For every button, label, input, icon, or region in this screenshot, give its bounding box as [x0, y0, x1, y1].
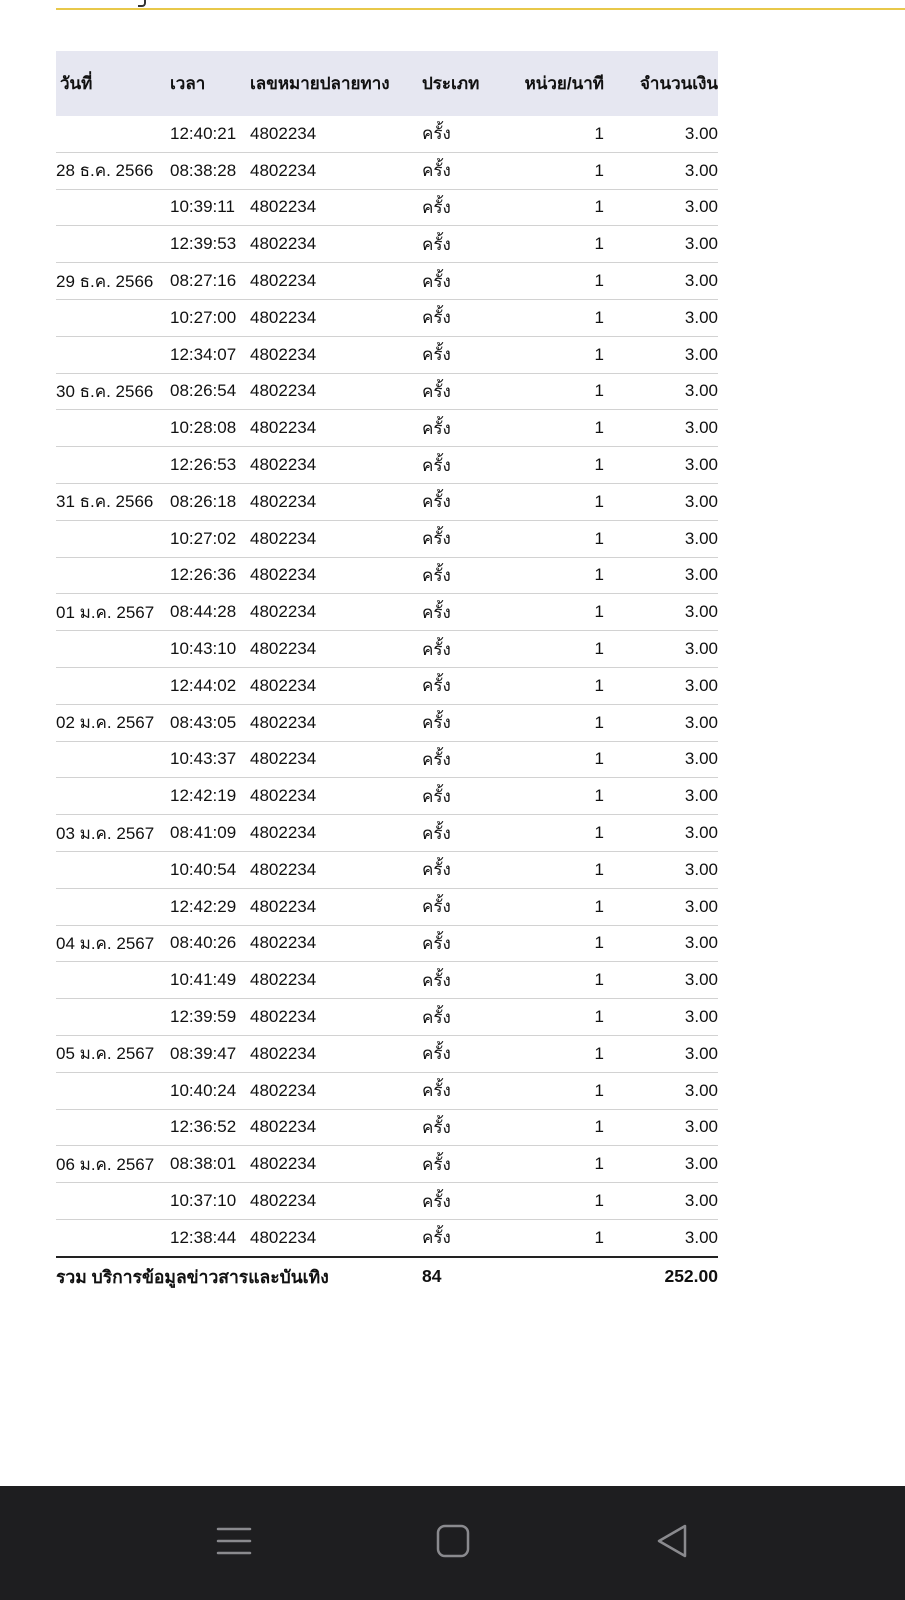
table-row	[56, 999, 718, 1036]
cell-destination: 4802234	[250, 1154, 317, 1174]
cell-unit: 1	[594, 307, 604, 327]
header-unit: หน่วย/นาที	[524, 74, 604, 93]
cell-type: ครั้ง	[422, 1191, 451, 1211]
table-row	[56, 300, 718, 337]
cell-time: 12:42:19	[170, 786, 237, 806]
cell-destination: 4802234	[250, 1007, 317, 1027]
table-row	[56, 926, 718, 963]
table-row	[56, 447, 718, 484]
cell-type: ครั้ง	[422, 197, 451, 217]
cell-unit: 1	[594, 1227, 604, 1247]
table-row	[56, 521, 718, 558]
cell-date: 29 ธ.ค. 2566	[56, 271, 154, 291]
cell-type: ครั้ง	[422, 492, 451, 512]
cell-unit: 1	[594, 271, 604, 291]
cell-type: ครั้ง	[422, 308, 451, 328]
table-row	[56, 190, 718, 227]
cell-destination: 4802234	[250, 491, 317, 511]
cell-unit: 1	[594, 712, 604, 732]
cell-time: 12:44:02	[170, 675, 237, 695]
cell-destination: 4802234	[250, 1191, 317, 1210]
header-amount: จำนวนเงิน	[639, 74, 718, 93]
cell-unit: 1	[594, 381, 604, 401]
cell-type: ครั้ง	[422, 860, 451, 880]
android-navigation-bar	[0, 1486, 905, 1600]
cell-destination: 4802234	[250, 1117, 317, 1137]
cell-time: 12:42:29	[170, 896, 237, 916]
cell-amount: 3.00	[684, 381, 718, 401]
cell-type: ครั้ง	[422, 1154, 451, 1174]
cell-unit: 1	[594, 786, 604, 806]
cell-destination: 4802234	[250, 823, 317, 843]
cell-type: ครั้ง	[422, 713, 451, 733]
cell-time: 12:26:36	[170, 565, 237, 585]
cell-date: 03 ม.ค. 2567	[56, 823, 155, 843]
table-row	[56, 484, 718, 521]
cell-type: ครั้ง	[422, 786, 451, 806]
cell-destination: 4802234	[250, 749, 317, 769]
cell-type: ครั้ง	[422, 970, 451, 990]
cell-amount: 3.00	[684, 1080, 718, 1100]
cell-amount: 3.00	[684, 896, 718, 916]
back-button[interactable]	[637, 1508, 707, 1574]
cell-amount: 3.00	[684, 197, 718, 217]
cell-type: ครั้ง	[422, 161, 451, 181]
cell-unit: 1	[594, 639, 604, 659]
cell-unit: 1	[594, 933, 604, 953]
cell-unit: 1	[594, 160, 604, 180]
cell-amount: 3.00	[684, 675, 718, 695]
table-row	[56, 153, 718, 190]
cell-time: 12:36:52	[170, 1117, 237, 1137]
recent-apps-button[interactable]	[199, 1508, 269, 1574]
cell-date: 06 ม.ค. 2567	[56, 1154, 155, 1174]
table-row	[56, 778, 718, 815]
header-type: ประเภท	[422, 74, 480, 93]
cell-type: ครั้ง	[422, 271, 451, 291]
table-row	[56, 852, 718, 889]
cell-unit: 1	[594, 565, 604, 585]
cell-amount: 3.00	[684, 565, 718, 585]
cell-destination: 4802234	[250, 344, 317, 364]
cell-date: 04 ม.ค. 2567	[56, 933, 155, 953]
cell-amount: 3.00	[684, 123, 718, 143]
cell-unit: 1	[594, 896, 604, 916]
table-total-row	[56, 1256, 718, 1296]
clipped-heading-glyph	[138, 0, 146, 7]
cell-time: 12:26:53	[170, 455, 237, 475]
cell-destination: 4802234	[250, 123, 317, 143]
cell-time: 10:27:02	[170, 528, 237, 548]
cell-destination: 4802234	[250, 933, 317, 953]
cell-date: 01 ม.ค. 2567	[56, 602, 155, 622]
cell-destination: 4802234	[250, 786, 317, 806]
table-row	[56, 668, 718, 705]
table-row	[56, 410, 718, 447]
cell-time: 08:26:54	[170, 381, 237, 401]
table-header	[56, 51, 718, 116]
table-row	[56, 1183, 718, 1220]
cell-amount: 3.00	[684, 234, 718, 254]
cell-time: 10:39:11	[170, 197, 235, 217]
table-row	[56, 558, 718, 595]
cell-unit: 1	[594, 455, 604, 475]
cell-unit: 1	[594, 1080, 604, 1100]
cell-amount: 3.00	[684, 786, 718, 806]
table-row	[56, 1220, 718, 1257]
total-label: รวม บริการข้อมูลข่าวสารและบันเทิง	[56, 1266, 329, 1287]
back-icon	[652, 1521, 692, 1561]
table-row	[56, 226, 718, 263]
cell-unit: 1	[594, 418, 604, 438]
cell-unit: 1	[594, 197, 604, 217]
table-row	[56, 815, 718, 852]
cell-amount: 3.00	[684, 970, 718, 990]
cell-time: 12:40:21	[170, 123, 237, 143]
cell-type: ครั้ง	[422, 381, 451, 401]
table-row	[56, 263, 718, 300]
cell-type: ครั้ง	[422, 418, 451, 438]
cell-amount: 3.00	[684, 1043, 718, 1063]
cell-time: 12:39:59	[170, 1007, 237, 1027]
cell-unit: 1	[594, 1043, 604, 1063]
cell-time: 12:38:44	[170, 1227, 237, 1247]
cell-time: 08:26:18	[170, 491, 237, 511]
cell-type: ครั้ง	[422, 676, 451, 696]
home-icon	[433, 1521, 473, 1561]
cell-amount: 3.00	[684, 639, 718, 659]
cell-time: 10:37:10	[170, 1191, 237, 1210]
cell-destination: 4802234	[250, 859, 317, 879]
cell-type: ครั้ง	[422, 823, 451, 843]
cell-amount: 3.00	[684, 859, 718, 879]
cell-destination: 4802234	[250, 1080, 317, 1100]
cell-type: ครั้ง	[422, 602, 451, 622]
cell-amount: 3.00	[684, 455, 718, 475]
cell-unit: 1	[594, 491, 604, 511]
recent-apps-icon	[214, 1521, 254, 1561]
cell-date: 02 ม.ค. 2567	[56, 713, 155, 733]
table-body	[56, 116, 718, 1257]
cell-destination: 4802234	[250, 639, 317, 659]
table-row	[56, 631, 718, 668]
table-row	[56, 337, 718, 374]
cell-amount: 3.00	[684, 602, 718, 622]
cell-amount: 3.00	[684, 1007, 718, 1027]
table-row	[56, 1073, 718, 1110]
table-row	[56, 889, 718, 926]
cell-destination: 4802234	[250, 565, 317, 585]
cell-time: 12:39:53	[170, 234, 237, 254]
cell-time: 10:43:10	[170, 639, 237, 659]
cell-type: ครั้ง	[422, 345, 451, 365]
cell-type: ครั้ง	[422, 1007, 451, 1027]
table-row	[56, 705, 718, 742]
table-row	[56, 962, 718, 999]
cell-time: 08:40:26	[170, 933, 237, 953]
cell-amount: 3.00	[684, 823, 718, 843]
cell-type: ครั้ง	[422, 933, 451, 953]
cell-time: 08:38:01	[170, 1154, 237, 1174]
cell-destination: 4802234	[250, 712, 317, 732]
cell-destination: 4802234	[250, 271, 317, 291]
cell-destination: 4802234	[250, 896, 317, 916]
cell-unit: 1	[594, 234, 604, 254]
cell-unit: 1	[594, 823, 604, 843]
cell-time: 08:39:47	[170, 1043, 237, 1063]
cell-unit: 1	[594, 528, 604, 548]
cell-type: ครั้ง	[422, 234, 451, 254]
cell-time: 10:28:08	[170, 418, 237, 438]
cell-unit: 1	[594, 749, 604, 769]
cell-time: 08:41:09	[170, 823, 237, 843]
cell-unit: 1	[594, 1154, 604, 1174]
cell-amount: 3.00	[684, 712, 718, 732]
cell-type: ครั้ง	[422, 1228, 451, 1248]
cell-type: ครั้ง	[422, 455, 451, 475]
cell-destination: 4802234	[250, 455, 317, 475]
header-time: เวลา	[170, 74, 206, 93]
cell-amount: 3.00	[684, 160, 718, 180]
cell-unit: 1	[594, 859, 604, 879]
cell-destination: 4802234	[250, 197, 317, 217]
cell-amount: 3.00	[684, 749, 718, 769]
cell-date: 05 ม.ค. 2567	[56, 1044, 155, 1064]
cell-time: 10:40:24	[170, 1080, 237, 1100]
table-row	[56, 1036, 718, 1073]
cell-amount: 3.00	[684, 344, 718, 364]
cell-amount: 3.00	[684, 1154, 718, 1174]
cell-destination: 4802234	[250, 418, 317, 438]
header-date: วันที่	[60, 74, 93, 93]
cell-time: 10:41:49	[170, 970, 237, 990]
cell-amount: 3.00	[684, 271, 718, 291]
cell-time: 10:40:54	[170, 859, 237, 879]
total-amount: 252.00	[664, 1266, 718, 1287]
cell-time: 08:38:28	[170, 160, 237, 180]
cell-date: 28 ธ.ค. 2566	[56, 161, 154, 181]
cell-destination: 4802234	[250, 675, 317, 695]
table-row	[56, 742, 718, 779]
cell-time: 10:43:37	[170, 749, 237, 769]
cell-type: ครั้ง	[422, 1081, 451, 1101]
cell-destination: 4802234	[250, 602, 317, 622]
table-row	[56, 594, 718, 631]
cell-amount: 3.00	[684, 307, 718, 327]
cell-time: 08:44:28	[170, 602, 237, 622]
cell-amount: 3.00	[684, 418, 718, 438]
total-count: 84	[422, 1266, 442, 1287]
cell-unit: 1	[594, 675, 604, 695]
cell-amount: 3.00	[684, 1191, 718, 1210]
cell-date: 30 ธ.ค. 2566	[56, 381, 154, 401]
cell-destination: 4802234	[250, 528, 317, 548]
cell-time: 08:43:05	[170, 712, 237, 732]
cell-type: ครั้ง	[422, 1117, 451, 1137]
cell-destination: 4802234	[250, 160, 317, 180]
cell-time: 12:34:07	[170, 344, 237, 364]
cell-amount: 3.00	[684, 491, 718, 511]
cell-unit: 1	[594, 1191, 604, 1210]
cell-unit: 1	[594, 344, 604, 364]
cell-unit: 1	[594, 1117, 604, 1137]
cell-type: ครั้ง	[422, 529, 451, 549]
cell-amount: 3.00	[684, 1117, 718, 1137]
cell-destination: 4802234	[250, 234, 317, 254]
cell-unit: 1	[594, 970, 604, 990]
cell-type: ครั้ง	[422, 1044, 451, 1064]
header-destination: เลขหมายปลายทาง	[250, 74, 390, 93]
cell-destination: 4802234	[250, 307, 317, 327]
cell-destination: 4802234	[250, 970, 317, 990]
cell-amount: 3.00	[684, 1227, 718, 1247]
cell-unit: 1	[594, 602, 604, 622]
cell-destination: 4802234	[250, 381, 317, 401]
cell-amount: 3.00	[684, 528, 718, 548]
cell-destination: 4802234	[250, 1043, 317, 1063]
cell-time: 08:27:16	[170, 271, 237, 291]
section-divider	[56, 8, 905, 10]
table-row	[56, 374, 718, 411]
cell-type: ครั้ง	[422, 749, 451, 769]
cell-type: ครั้ง	[422, 565, 451, 585]
cell-time: 10:27:00	[170, 307, 237, 327]
usage-table	[56, 51, 718, 1296]
home-button[interactable]	[418, 1508, 488, 1574]
cell-type: ครั้ง	[422, 124, 451, 144]
cell-unit: 1	[594, 123, 604, 143]
cell-unit: 1	[594, 1007, 604, 1027]
cell-date: 31 ธ.ค. 2566	[56, 492, 154, 512]
cell-destination: 4802234	[250, 1227, 317, 1247]
cell-type: ครั้ง	[422, 897, 451, 917]
table-row	[56, 1110, 718, 1147]
table-row	[56, 116, 718, 153]
table-row	[56, 1146, 718, 1183]
cell-type: ครั้ง	[422, 639, 451, 659]
cell-amount: 3.00	[684, 933, 718, 953]
